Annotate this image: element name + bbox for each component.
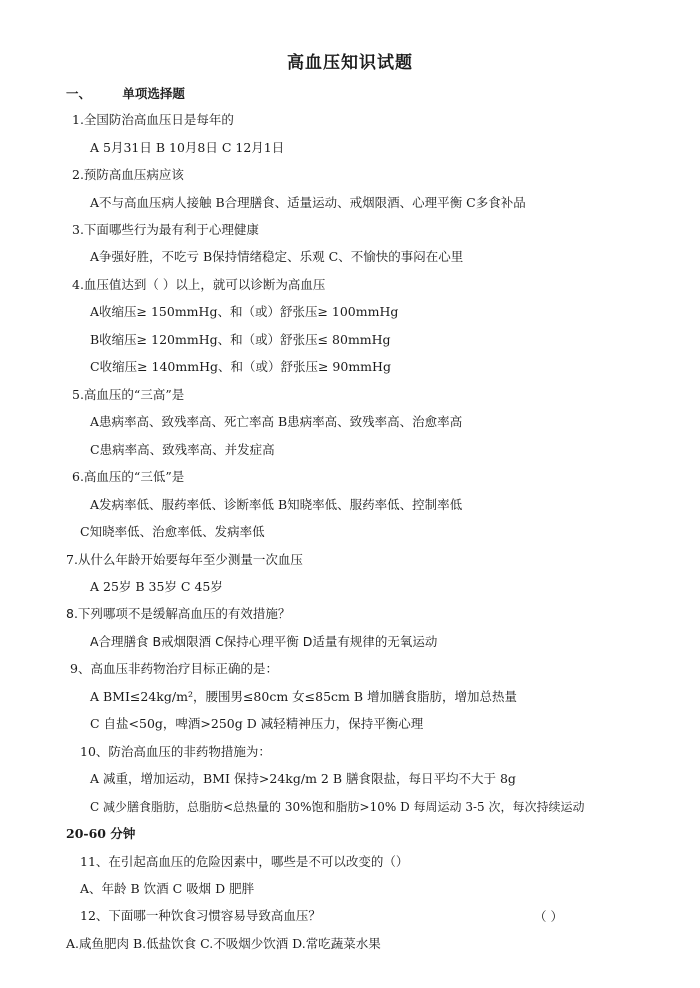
question-4-option-b: B收缩压≥ 120mmHg、和（或）舒张压≤ 80mmHg <box>90 332 391 347</box>
question-8-options: A合理膳食 B戒烟限酒 C保持心理平衡 D适量有规律的无氧运动 <box>90 634 438 649</box>
section-heading <box>66 84 185 102</box>
question-6-options-ab: A发病率低、服药率低、诊断率低 B知晓率低、服药率低、控制率低 <box>90 497 463 512</box>
question-12: 12、下面哪一种饮食习惯容易导致高血压？ <box>80 908 321 923</box>
question-5: 5.高血压的“三高”是 <box>72 387 185 402</box>
question-2: 2.预防高血压病应该 <box>72 167 184 182</box>
question-10: 10、防治高血压的非药物措施为： <box>80 744 271 759</box>
question-4-option-c: C收缩压≥ 140mmHg、和（或）舒张压≥ 90mmHg <box>90 359 391 374</box>
answer-blank: （ ） <box>534 909 563 924</box>
question-6-option-c: C知晓率低、治愈率低、发病率低 <box>80 524 265 539</box>
question-11-options: A、年龄 B 饮酒 C 吸烟 D 肥胖 <box>80 881 255 896</box>
page-title: 高血压知识试题 <box>287 53 413 73</box>
question-5-options-ab: A患病率高、致残率高、死亡率高 B患病率高、致残率高、治愈率高 <box>90 414 463 429</box>
question-8: 8.下列哪项不是缓解高血压的有效措施？ <box>66 606 291 621</box>
question-3: 3.下面哪些行为最有利于心理健康 <box>72 222 259 237</box>
question-10-options-ab: A 减重，增加运动，BMI 保持>24kg/m 2 B 膳食限盐，每日平均不大于 8g <box>90 771 516 786</box>
question-9-options-cd: C 自盐<50g，啤酒>250g D 减轻精神压力，保持平衡心理 <box>90 716 424 731</box>
question-4-option-a: A收缩压≥ 150mmHg、和（或）舒张压≥ 100mmHg <box>90 304 399 319</box>
question-11: 11、在引起高血压的危险因素中，哪些是不可以改变的（） <box>80 854 409 869</box>
question-10-continuation: 20-60 分钟 <box>66 826 136 841</box>
question-6: 6.高血压的“三低”是 <box>72 469 185 484</box>
question-9-options-ab: A BMI≤24kg/m²，腰围男≤80cm 女≤85cm B 增加膳食脂肪，增加总热量 <box>90 689 518 704</box>
section-number: 一、 <box>66 86 92 101</box>
question-2-options: A不与高血压病人接触 B合理膳食、适量运动、戒烟限酒、心理平衡 C多食补品 <box>90 195 526 210</box>
question-1-options: A 5月31日 B 10月8日 C 12月1日 <box>90 140 285 155</box>
question-1: 1.全国防治高血压日是每年的 <box>72 112 234 127</box>
section-label: 单项选择题 <box>122 86 185 101</box>
question-4: 4.血压值达到（ ）以上，就可以诊断为高血压 <box>72 277 326 292</box>
question-7-options: A 25岁 B 35岁 C 45岁 <box>90 579 223 594</box>
question-12-options: A.咸鱼肥肉 B.低盐饮食 C.不吸烟少饮酒 D.常吃蔬菜水果 <box>66 936 381 951</box>
question-9: 9、高血压非药物治疗目标正确的是： <box>70 661 278 676</box>
question-3-options: A争强好胜，不吃亏 B保持情绪稳定、乐观 C、不愉快的事闷在心里 <box>90 249 464 264</box>
question-5-option-c: C患病率高、致残率高、并发症高 <box>90 442 275 457</box>
question-10-options-cd: C 减少膳食脂肪，总脂肪<总热量的 30%饱和脂肪>10% D 每周运动 3-5 次，每次持续运动 <box>90 800 585 814</box>
question-7: 7.从什么年龄开始要每年至少测量一次血压 <box>66 552 303 567</box>
